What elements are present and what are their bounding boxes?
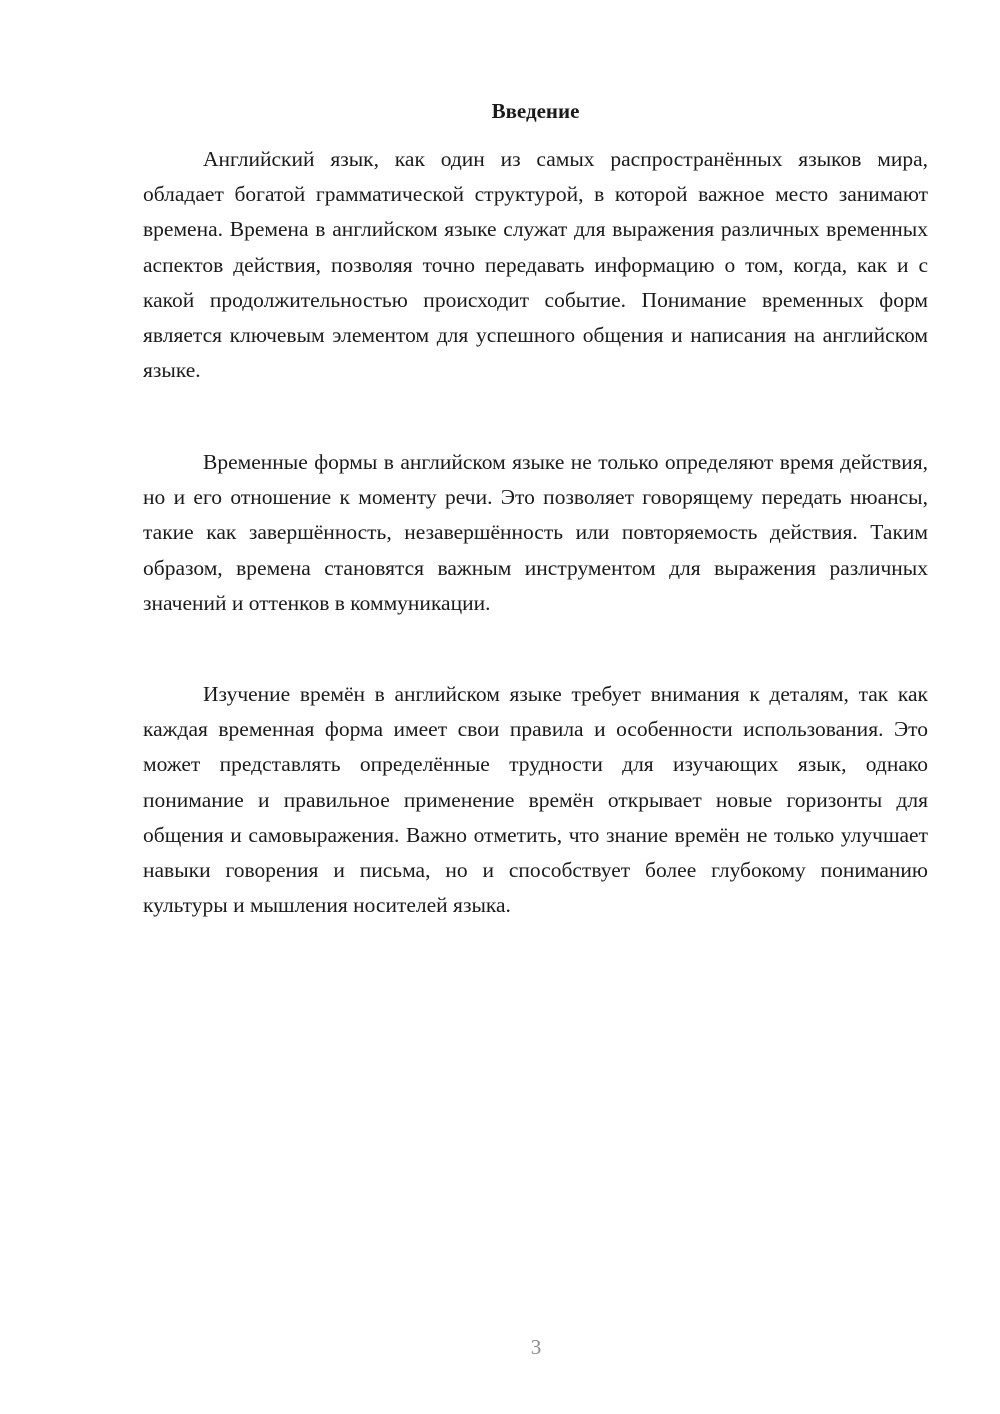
paragraph-1: Английский язык, как один из самых распространённых языков мира, обладает богатой грамматической структурой, в которой важное место занимают времена. Времена в английском языке служат для выражения различных временных аспектов действия, позволяя точно передавать информацию о том, когда, как и с какой продолжительностью происходит событие. Понимание временных форм является ключевым элементом для успешного общения и написания на английском языке.: [143, 147, 928, 383]
section-heading: Введение: [491, 99, 580, 123]
page-number: 3: [530, 1335, 542, 1359]
paragraph-3: Изучение времён в английском языке требует внимания к деталям, так как каждая временная форма имеет свои правила и особенности использования. Это может представлять определённые трудности для изучающих язык, однако понимание и правильное применение времён открывает новые горизонты для общения и самовыражения. Важно отметить, что знание времён не только улучшает навыки говорения и письма, но и способствует более глубокому пониманию культуры и мышления носителей языка.: [143, 682, 928, 918]
paragraph-2: Временные формы в английском языке не только определяют время действия, но и его отношение к моменту речи. Это позволяет говорящему передать нюансы, такие как завершённость, незавершённость или повторяемость действия. Таким образом, времена становятся важным инструментом для выражения различных значений и оттенков в коммуникации.: [143, 450, 928, 615]
